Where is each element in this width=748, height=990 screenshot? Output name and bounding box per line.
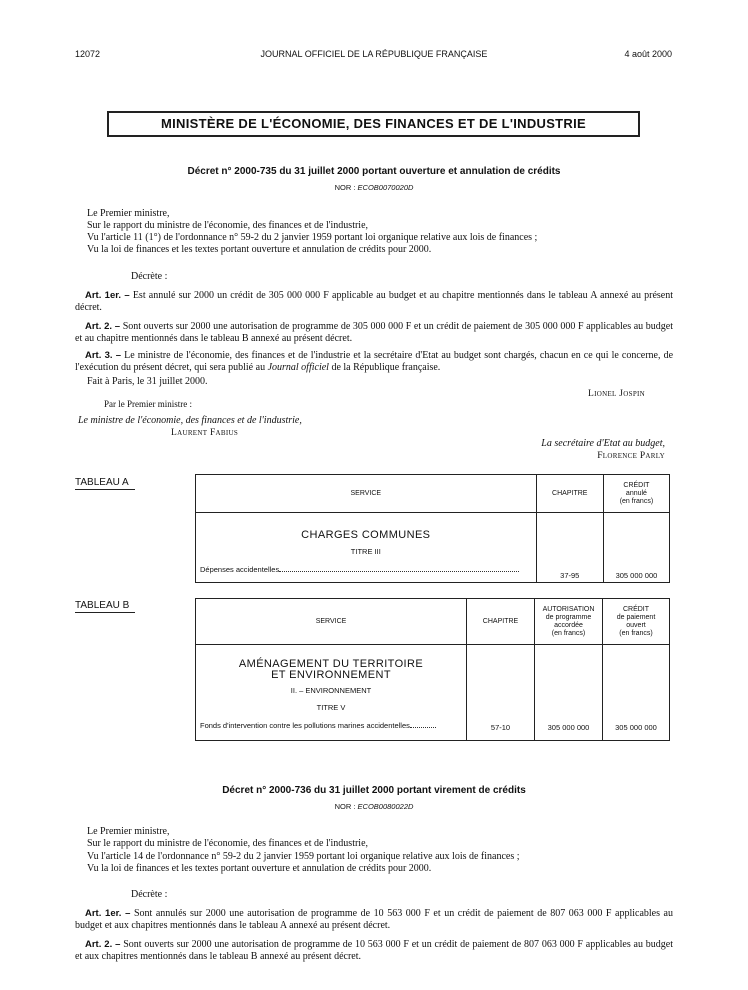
article-1: [75, 290, 673, 313]
table-header-row: [196, 475, 670, 513]
fait-a-paris: Fait à Paris, le 31 juillet 2000.: [87, 376, 208, 387]
row-autorisation: 305 000 000: [535, 645, 603, 741]
col-credit-line: annulé: [625, 489, 647, 497]
col-credit-line: CRÉDIT: [623, 481, 650, 489]
row-label-text: Dépenses accidentelles: [200, 565, 280, 574]
tableau-a-label: TABLEAU A: [75, 477, 129, 488]
col-chapitre: CHAPITRE: [536, 475, 603, 513]
intro-line: Vu l'article 14 de l'ordonnance n° 59-2 du 2 janvier 1959 portant loi organique relative aux lois de finances ;: [87, 851, 520, 862]
table-row: [196, 513, 670, 583]
tableau-b-underline: [75, 612, 135, 613]
secretary-title: La secrétaire d'Etat au budget,: [541, 438, 665, 449]
row-chapitre: 37-95: [536, 513, 603, 583]
article-label: Art. 1er. –: [85, 290, 130, 301]
service-cell: [196, 645, 467, 741]
article-label: Art. 1er. –: [85, 908, 131, 919]
decrete: Décrète :: [131, 889, 168, 900]
col-credit: [603, 475, 669, 513]
section-title-line2: ET ENVIRONNEMENT: [271, 669, 391, 681]
col-credit-line: ouvert: [626, 621, 646, 629]
intro-line: Vu la loi de finances et les textes portant ouverture et annulation de crédits pour 2000.: [87, 863, 432, 874]
minister-name: Laurent Fabius: [171, 428, 239, 438]
col-credit-line: de paiement: [616, 613, 656, 621]
row-label-text: Fonds d'intervention contre les pollutions marines accidentelles: [200, 721, 410, 730]
tableau-a: [195, 474, 670, 583]
section-title: CHARGES COMMUNES: [301, 529, 431, 541]
table-header-row: [196, 599, 670, 645]
article-label: Art. 2. –: [85, 321, 121, 332]
row-credit: 305 000 000: [603, 645, 670, 741]
decree1-nor: [0, 183, 748, 192]
secretary-name: Florence Parly: [597, 451, 665, 461]
col-autorisation: [535, 599, 603, 645]
article-text: de la République française.: [328, 361, 441, 373]
intro-line: Sur le rapport du ministre de l'économie, des finances et de l'industrie,: [87, 220, 369, 231]
titre: TITRE V: [316, 703, 346, 712]
article-label: Art. 3. –: [85, 350, 122, 361]
col-credit: [603, 599, 670, 645]
row-label: [196, 565, 536, 574]
article-text: Sont ouverts sur 2000 une autorisation de programme de 305 000 000 F et un crédit de paiement de 305 000 000 F applicables au budget et au chapitre mentionnés dans le tableau B annexé au présent décret.: [75, 321, 673, 344]
col-service: SERVICE: [196, 475, 537, 513]
intro-line: Le Premier ministre,: [87, 826, 170, 837]
intro-line: Vu l'article 11 (1°) de l'ordonnance n° 59-2 du 2 janvier 1959 portant loi organique relative aux lois de finances ;: [87, 232, 538, 243]
section-title-line1: AMÉNAGEMENT DU TERRITOIRE: [238, 658, 424, 670]
par-premier-ministre: Par le Premier ministre :: [104, 399, 192, 409]
col-service: SERVICE: [196, 599, 467, 645]
intro-line: Sur le rapport du ministre de l'économie, des finances et de l'industrie,: [87, 838, 369, 849]
nor-label: NOR :: [334, 183, 356, 192]
article-3: [75, 350, 673, 373]
col-autorisation-line: AUTORISATION: [542, 605, 595, 613]
col-autorisation-line: (en francs): [551, 629, 586, 637]
col-credit-line: CRÉDIT: [622, 605, 650, 613]
col-chapitre: CHAPITRE: [467, 599, 535, 645]
col-autorisation-line: de programme: [545, 613, 592, 621]
decree1-title: Décret n° 2000-735 du 31 juillet 2000 portant ouverture et annulation de crédits: [187, 166, 561, 177]
article-label: Art. 2. –: [85, 939, 121, 950]
article-text: Est annulé sur 2000 un crédit de 305 000 000 F applicable au budget et au chapitre mentionnés dans le tableau A annexé au présent décret.: [75, 290, 674, 313]
page-number: 12072: [75, 49, 101, 59]
decree2-nor: [0, 802, 748, 811]
leader-dots: [279, 565, 519, 572]
table-row: [196, 645, 670, 741]
col-autorisation-line: accordée: [554, 621, 583, 629]
decree2-title: Décret n° 2000-736 du 31 juillet 2000 portant virement de crédits: [222, 785, 526, 796]
nor-code: ECOB0070020D: [357, 183, 414, 192]
signatory-pm: Lionel Jospin: [588, 389, 645, 399]
journal-title: JOURNAL OFFICIEL DE LA RÉPUBLIQUE FRANÇAISE: [260, 49, 488, 59]
tableau-b: [195, 598, 670, 741]
nor-code: ECOB0080022D: [357, 802, 414, 811]
leader-dots: [410, 721, 436, 728]
tableau-a-underline: [75, 489, 135, 490]
article-1: [75, 908, 673, 931]
ministry-banner: MINISTÈRE DE L'ÉCONOMIE, DES FINANCES ET DE L'INDUSTRIE: [107, 111, 640, 137]
article-text: Sont ouverts sur 2000 une autorisation de programme de 10 563 000 F et un crédit de paiement de 807 063 000 F applicables au budget et aux chapitres mentionnés dans le tableau B annexé au présent décret.: [75, 939, 673, 962]
col-credit-line: (en francs): [619, 497, 654, 505]
titre: TITRE III: [350, 547, 381, 556]
page-date: 4 août 2000: [624, 49, 672, 59]
subsection: II. – ENVIRONNEMENT: [290, 686, 372, 695]
row-chapitre: 57-10: [467, 645, 535, 741]
intro-line: Le Premier ministre,: [87, 208, 170, 219]
row-label: [196, 721, 466, 730]
tableau-b-label: TABLEAU B: [75, 600, 130, 611]
article-text: Sont annulés sur 2000 une autorisation de programme de 10 563 000 F et un crédit de paiement de 807 063 000 F applicables au budget et aux chapitres mentionnés dans le tableau A annexé au présent décret.: [75, 908, 673, 931]
intro-line: Vu la loi de finances et les textes portant ouverture et annulation de crédits pour 2000.: [87, 244, 432, 255]
col-credit-line: (en francs): [619, 629, 653, 637]
article-2: [75, 939, 673, 962]
decrete: Décrète :: [131, 271, 168, 282]
nor-label: NOR :: [334, 802, 356, 811]
journal-officiel-ref: Journal officiel: [267, 361, 329, 373]
service-cell: [196, 513, 537, 583]
article-2: [75, 321, 673, 344]
article-text: Le ministre de l'économie, des finances et de l'industrie et la secrétaire d'Etat au budget sont chargés, chacun en ce qui le concerne, de l'exécution du présent décret, qui sera publié au: [75, 350, 674, 373]
row-amount: 305 000 000: [603, 513, 669, 583]
minister-title: Le ministre de l'économie, des finances et de l'industrie,: [78, 415, 302, 426]
